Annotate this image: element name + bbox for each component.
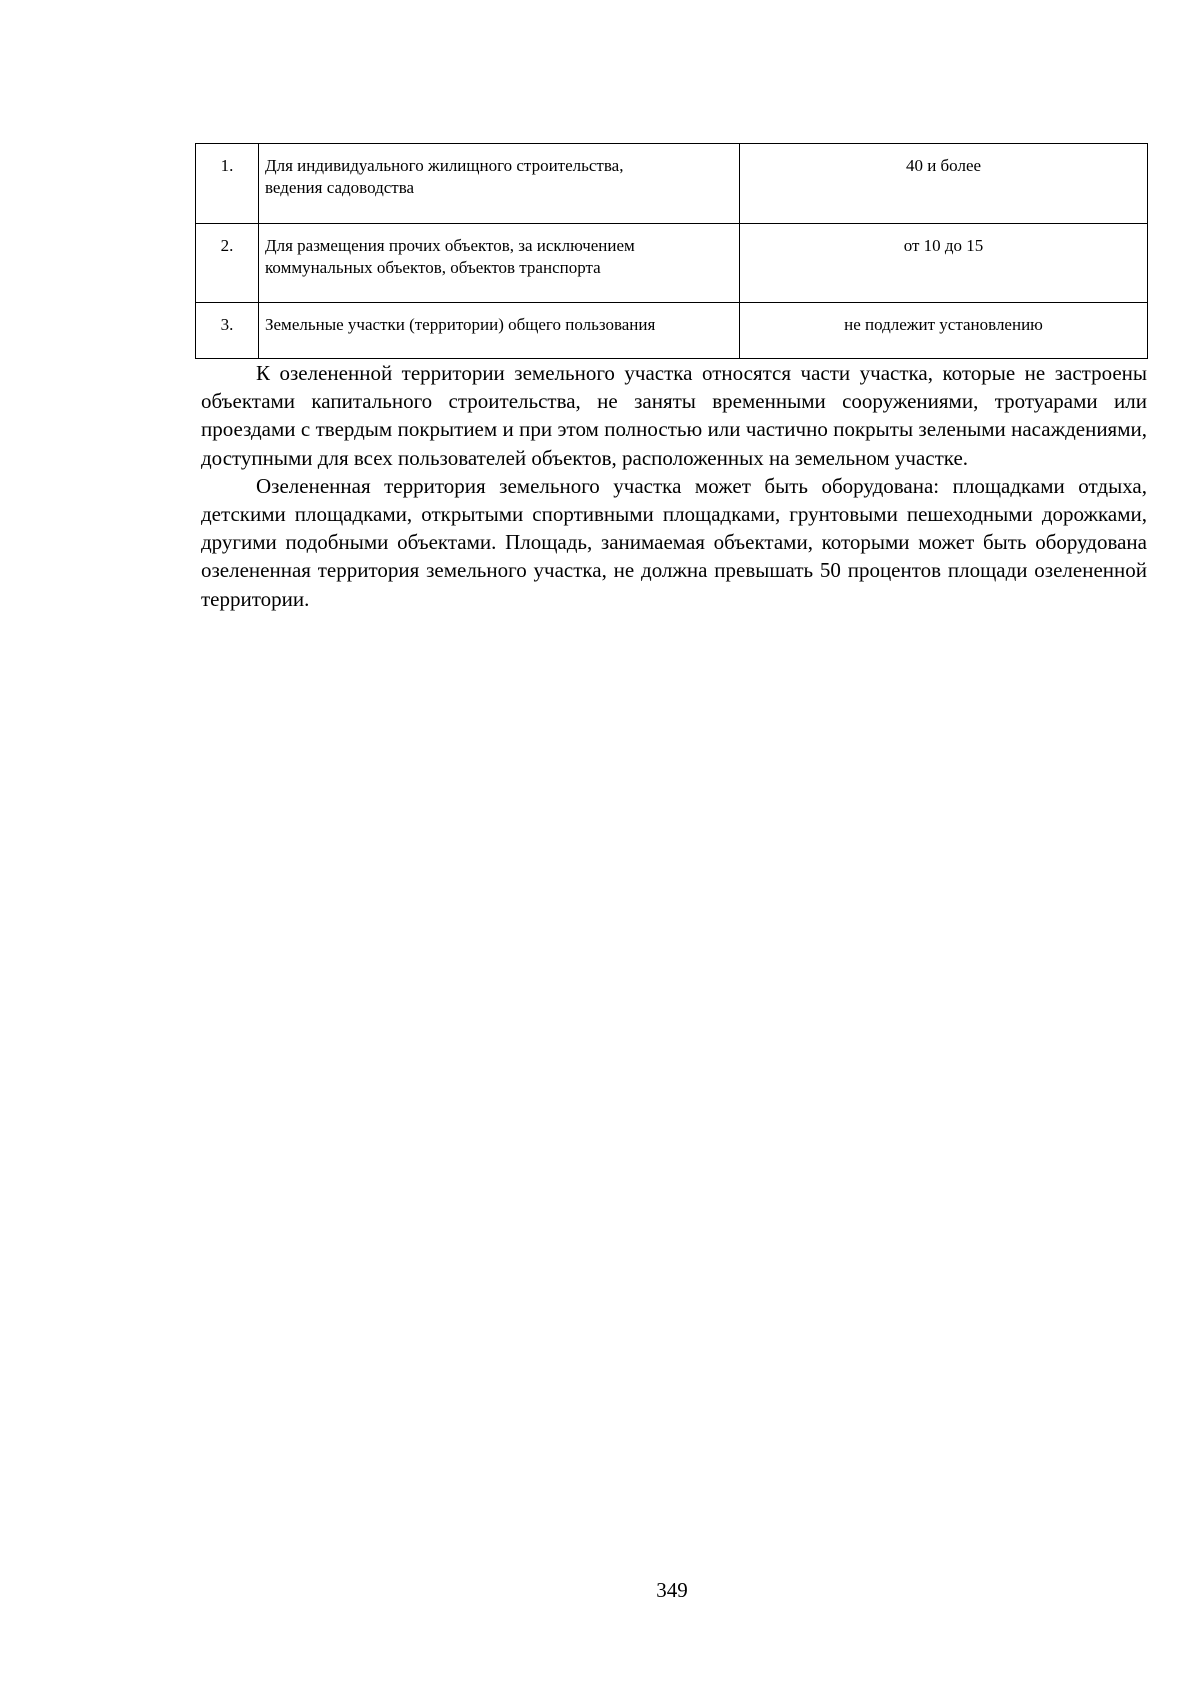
row-purpose: [259, 224, 740, 303]
table-row: [196, 303, 1148, 359]
table-row: [196, 224, 1148, 303]
body-text: [201, 359, 1147, 613]
row-purpose-line: коммунальных объектов, объектов транспорта: [265, 258, 601, 277]
row-value: от 10 до 15: [740, 224, 1148, 303]
paragraph: К озелененной территории земельного участка относятся части участка, которые не застроены объектами капитального строительства, не заняты временными сооружениями, тротуарами или проездами с твердым покрытием и при этом полностью или частично покрыты зелеными насаждениями, доступными для всех пользователей объектов, расположенных на земельном участке.: [201, 361, 1147, 470]
row-value: 40 и более: [740, 144, 1148, 224]
row-purpose-line: Для индивидуального жилищного строительства,: [265, 156, 624, 175]
row-purpose-line: Для размещения прочих объектов, за исключением: [265, 236, 635, 255]
row-number: 3.: [196, 303, 259, 359]
row-purpose-line: ведения садоводства: [265, 178, 415, 197]
paragraph: Озелененная территория земельного участка может быть оборудована: площадками отдыха, детскими площадками, открытыми спортивными площадками, грунтовыми пешеходными дорожками, другими подобными объектами. Площадь, занимаемая объектами, которыми может быть оборудована озелененная территория земельного участка, не должна превышать 50 процентов площади озелененной территории.: [201, 473, 1147, 611]
row-purpose-line: Земельные участки (территории) общего пользования: [265, 315, 656, 334]
row-purpose: [259, 144, 740, 224]
page-number: 349: [656, 1578, 688, 1602]
row-purpose: [259, 303, 740, 359]
row-number: 1.: [196, 144, 259, 224]
norms-table: [195, 143, 1148, 359]
row-number: 2.: [196, 224, 259, 303]
table-row: [196, 144, 1148, 224]
row-value: не подлежит установлению: [740, 303, 1148, 359]
